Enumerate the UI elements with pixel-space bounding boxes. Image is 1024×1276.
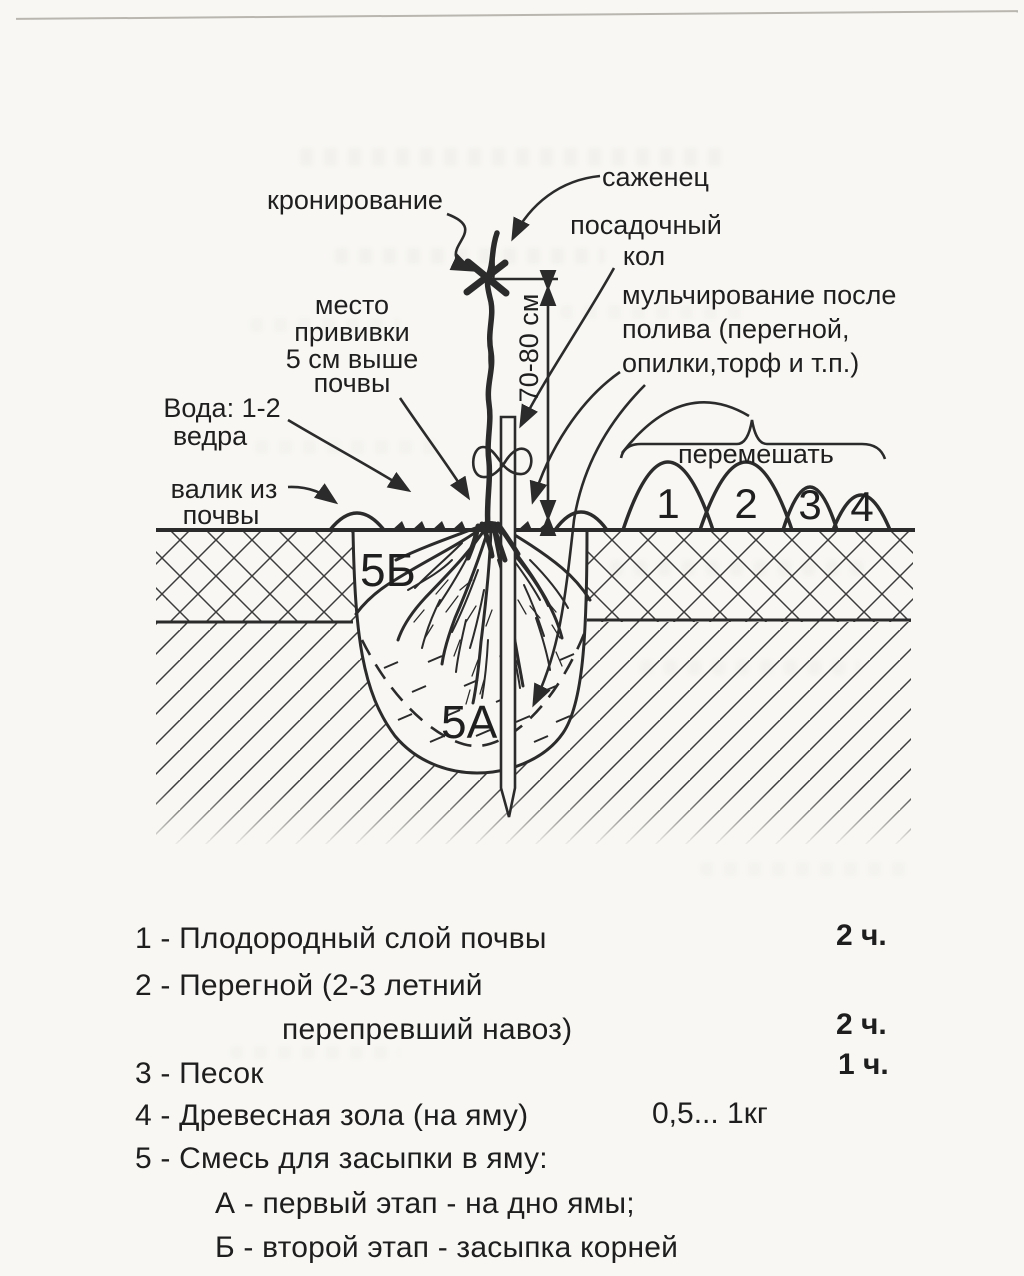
- legend-item-5: 5 - Смесь для засыпки в яму:: [135, 1142, 548, 1175]
- pit-zone-bottom-label: 5А: [441, 696, 498, 748]
- soil-ridge-right: [555, 512, 607, 530]
- mound-number-3: 3: [798, 481, 822, 528]
- height-dimension-label: 70-80 см: [514, 293, 544, 403]
- graft-label-line1: место: [314, 290, 390, 320]
- water-arrow: [288, 420, 408, 490]
- legend-item-1: 1 - Плодородный слой почвы: [135, 922, 547, 955]
- ridge-arrow: [288, 487, 335, 502]
- stake-label-line1: посадочный: [570, 210, 722, 240]
- mound-number-2: 2: [734, 480, 758, 527]
- soil-layers: [150, 530, 920, 848]
- crowning-label: кронирование: [267, 185, 443, 215]
- soil-ridge-left: [330, 513, 384, 530]
- mulch-label-line1: мульчирование после: [622, 280, 897, 310]
- mulch-surface-arrow: [533, 372, 620, 501]
- mulch-label-line3: опилки,торф и т.п.): [622, 348, 860, 378]
- sapling-label: саженец: [602, 162, 709, 192]
- planting-stake: [501, 417, 515, 817]
- graft-label-line4: почвы: [313, 368, 391, 398]
- water-label-line1: Вода: 1-2: [163, 393, 281, 423]
- pit-zone-top-label: 5Б: [360, 544, 416, 596]
- mix-label: перемешать: [678, 439, 834, 469]
- subsoil-fade: [150, 788, 920, 848]
- legend-item-2b: перепревший навоз): [282, 1013, 573, 1046]
- graft-label-line2: прививки: [294, 317, 410, 347]
- ridge-label-line1: валик из: [170, 474, 278, 504]
- legend-item-2: 2 - Перегной (2-3 летний: [135, 969, 483, 1002]
- mound-number-4: 4: [850, 483, 874, 530]
- stake-label-line2: кол: [622, 241, 666, 271]
- legend-value-1: 2 ч.: [836, 919, 887, 952]
- legend-item-3: 3 - Песок: [135, 1057, 264, 1090]
- legend-value-2: 2 ч.: [836, 1008, 887, 1041]
- ridge-label-line2: почвы: [182, 500, 260, 530]
- legend-item-5a: А - первый этап - на дно ямы;: [215, 1187, 635, 1220]
- legend-item-5b: Б - второй этап - засыпка корней: [215, 1231, 679, 1264]
- mound-number-1: 1: [656, 480, 680, 527]
- legend-value-4: 0,5... 1кг: [652, 1097, 768, 1130]
- legend-item-4: 4 - Древесная зола (на яму): [135, 1099, 529, 1132]
- graft-arrow: [400, 398, 468, 497]
- legend-value-3: 1 ч.: [838, 1048, 889, 1081]
- water-label-line2: ведра: [172, 421, 248, 451]
- mulch-label-line2: полива (перегной,: [622, 314, 850, 344]
- graft-label-line3: 5 см выше: [285, 344, 419, 374]
